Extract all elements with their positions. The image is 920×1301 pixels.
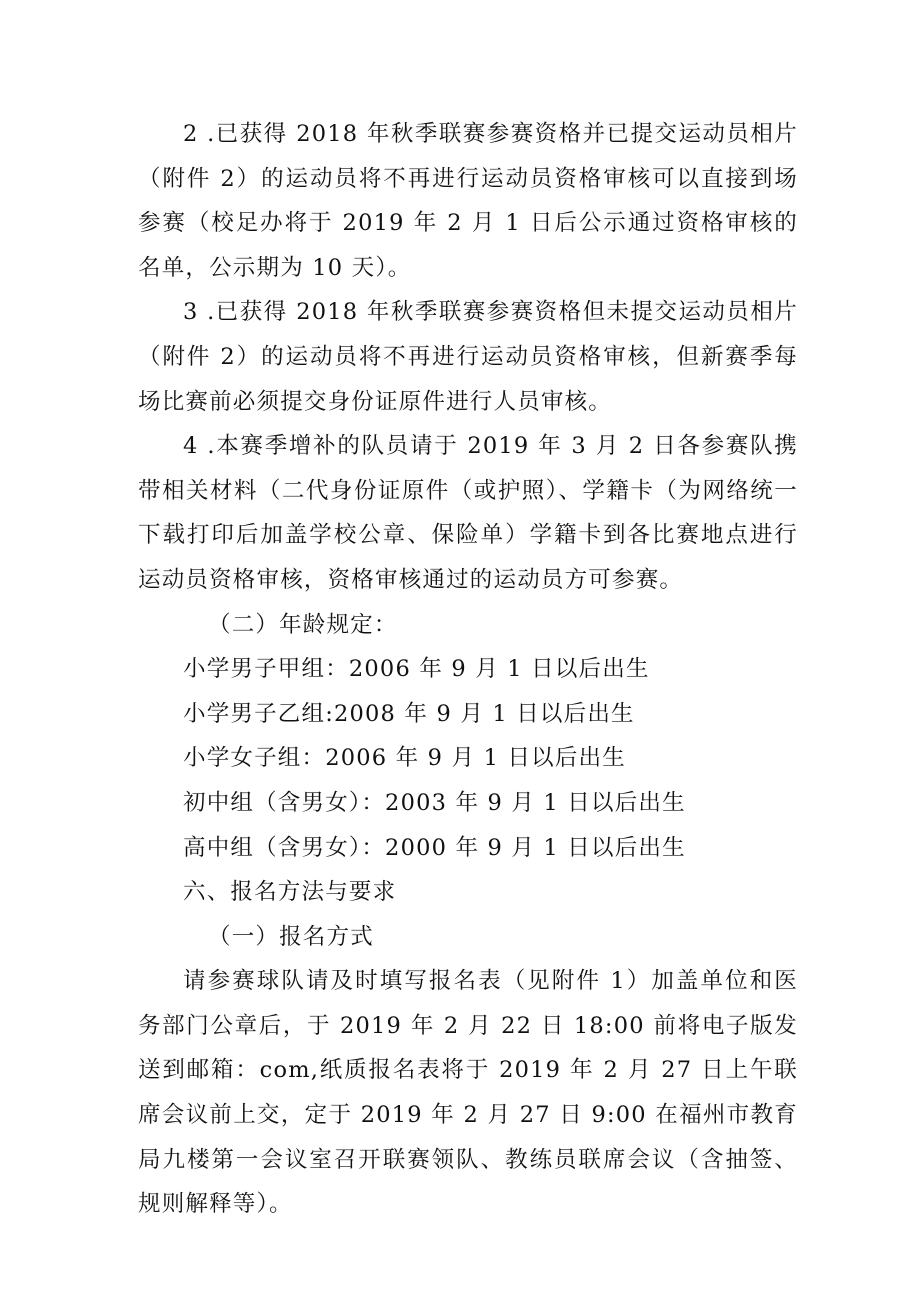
age-rule-primary-boys-a: 小学男子甲组：2006 年 9 月 1 日以后出生 (183, 656, 650, 683)
age-rule-junior-high: 初中组（含男女）：2003 年 9 月 1 日以后出生 (183, 789, 686, 816)
section-6-heading: 六、报名方法与要求 (183, 879, 397, 906)
paragraph-item-3: 3 .已获得 2018 年秋季联赛参赛资格但未提交运动员相片（附件 2）的运动员将不再进行运动员资格审核，但新赛季每场比赛前必须提交身份证原件进行人员审核。 (138, 299, 798, 415)
registration-heading: （一）报名方式 (208, 923, 374, 950)
age-rule-primary-girls: 小学女子组：2006 年 9 月 1 日以后出生 (183, 745, 626, 772)
paragraph-item-2: 2 .已获得 2018 年秋季联赛参赛资格并已提交运动员相片（附件 2）的运动员将不再进行运动员资格审核可以直接到场参赛（校足办将于 2019 年 2 月 1 日后公示通过资格审核的名单，公示期为 10 天）。 (138, 121, 798, 281)
registration-paragraph: 请参赛球队请及时填写报名表（见附件 1）加盖单位和医务部门公章后，于 2019 年 2 月 22 日 18:00 前将电子版发送到邮箱：com,纸质报名表将于 2019 年 2 月 27 日上午联席会议前上交，定于 2019 年 2 月 27 日 9:00 在福州市教育局九楼第一会议室召开联赛领队、教练员联席会议（含抽签、规则解释等）。 (138, 968, 798, 1218)
age-rule-senior-high: 高中组（含男女）：2000 年 9 月 1 日以后出生 (183, 834, 686, 861)
age-rules-heading: （二）年龄规定： (208, 611, 398, 638)
document-body (138, 112, 798, 1227)
age-rule-primary-boys-b: 小学男子乙组:2008 年 9 月 1 日以后出生 (183, 700, 635, 727)
paragraph-item-4: 4 .本赛季增补的队员请于 2019 年 3 月 2 日各参赛队携带相关材料（二代身份证原件（或护照）、学籍卡（为网络统一下载打印后加盖学校公章、保险单）学籍卡到各比赛地点进行运动员资格审核，资格审核通过的运动员方可参赛。 (138, 433, 798, 593)
